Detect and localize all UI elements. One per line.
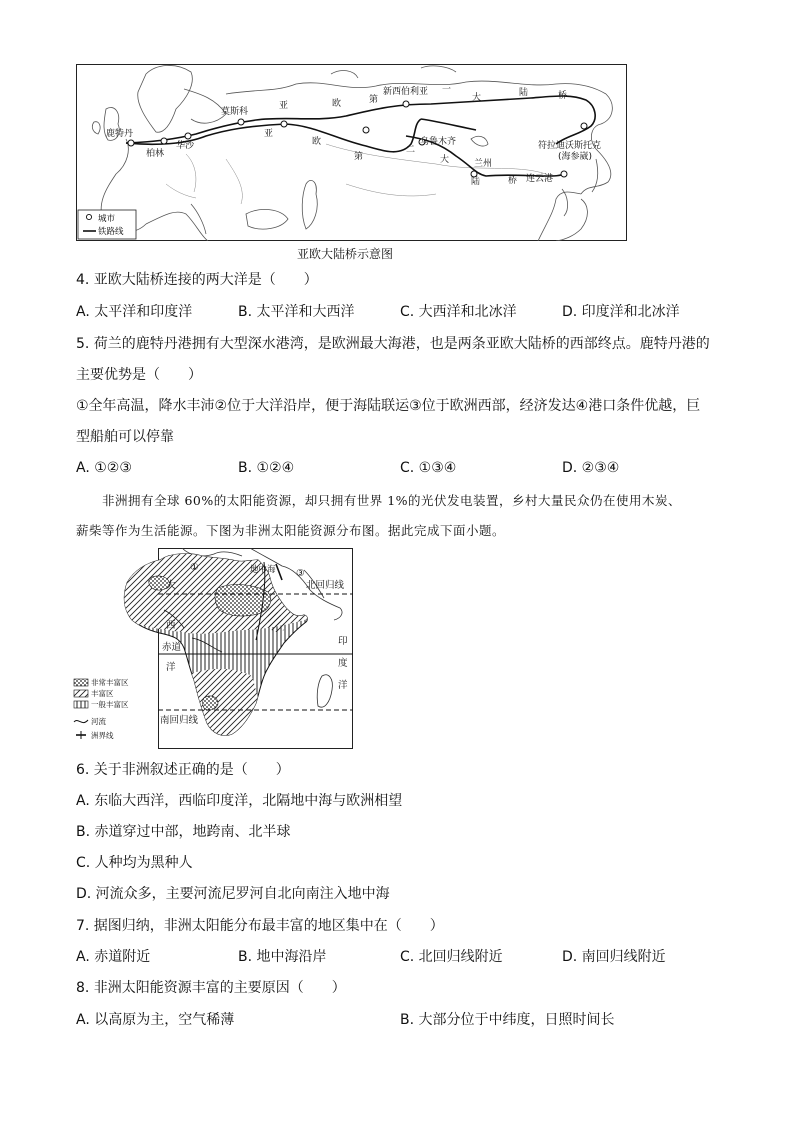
q5-stem-line1: 5. 荷兰的鹿特丹港拥有大型深水港湾，是欧洲最大海港，也是两条亚欧大陆桥的西部终点。鹿特丹港的 [76,336,710,352]
label-rotterdam: 鹿特丹 [106,129,134,139]
city-junction-2 [363,127,369,133]
label-haishenwai: (海参崴) [558,152,593,162]
q4-option-d[interactable]: D. 印度洋和北冰洋 [562,304,680,320]
label-er: 二 [406,145,416,155]
label-circle3: ③ [296,568,305,579]
label-ou2: 欧 [312,137,322,147]
q5-option-b[interactable]: B. ①②④ [238,460,295,476]
q5-items-line1: ①全年高温，降水丰沛②位于大洋沿岸，便于海陆联运③位于欧洲西部，经济发达④港口条件优越，巨 [76,398,701,414]
label-ya1: 亚 [279,101,289,111]
city-lianyungang [561,171,567,177]
legend-general-rich: 一般丰富区 [91,700,129,709]
label-da: 大 [166,580,176,591]
city-junction-1 [281,121,287,127]
map1-caption: 亚欧大陆桥示意图 [297,247,394,261]
city-novosibirsk [403,101,409,107]
q4-option-a[interactable]: A. 太平洋和印度洋 [76,304,193,320]
label-lu2: 陆 [471,177,481,187]
label-equator: 赤道 [162,642,182,653]
q5-items-line2: 型船舶可以停靠 [76,429,174,445]
q6-option-c[interactable]: C. 人种均为黑种人 [76,855,193,871]
city-vladivostok [581,123,587,129]
passage-line2: 薪柴等作为生活能源。下图为非洲太阳能资源分布图。据此完成下面小题。 [76,523,506,538]
label-ya2: 亚 [264,129,274,139]
q5-option-d[interactable]: D. ②③④ [562,460,620,476]
q7-option-a[interactable]: A. 赤道附近 [76,949,151,965]
very-rich-swatch [74,679,88,686]
label-yang-west: 洋 [166,662,176,673]
label-lianyungang: 连云港 [526,174,554,184]
label-da1: 大 [472,93,482,103]
legend-rich: 丰富区 [91,689,114,698]
q6-option-b[interactable]: B. 赤道穿过中部，地跨南、北半球 [76,824,291,840]
city-rotterdam [128,140,134,146]
q4-option-b[interactable]: B. 太平洋和大西洋 [238,304,355,320]
legend-boundary: 洲界线 [91,731,114,740]
q6-stem: 6. 关于非洲叙述正确的是（ ） [76,762,290,778]
q4-option-c[interactable]: C. 大西洋和北冰洋 [400,304,517,320]
map2-legend [74,677,129,740]
label-ou1: 欧 [332,99,342,109]
q8-option-b[interactable]: B. 大部分位于中纬度，日照时间长 [400,1012,615,1028]
eurasia-land-bridge-map [76,64,627,241]
q4-stem: 4. 亚欧大陆桥连接的两大洋是（ ） [76,272,318,288]
q8-stem: 8. 非洲太阳能资源丰富的主要原因（ ） [76,980,346,996]
map1-legend [78,210,136,239]
label-tropic-capricorn: 南回归线 [160,715,199,726]
q6-option-d[interactable]: D. 河流众多，主要河流尼罗河自北向南注入地中海 [76,886,390,902]
general-rich-swatch [74,701,88,708]
q8-option-a[interactable]: A. 以高原为主，空气稀薄 [76,1012,235,1028]
passage-line1: 非洲拥有全球 60%的太阳能资源，却只拥有世界 1%的光伏发电装置，乡村大量民众仍在使用木炭、 [102,493,682,508]
rich-swatch [74,690,88,697]
city-warsaw [185,133,191,139]
city-legend-icon [86,214,91,219]
label-berlin: 柏林 [146,149,165,159]
city-moscow [238,119,244,125]
legend-railway: 铁路线 [98,227,124,237]
label-moscow: 莫斯科 [221,107,249,117]
label-yang-east: 洋 [338,680,348,691]
q7-option-d[interactable]: D. 南回归线附近 [562,949,666,965]
label-lu1: 陆 [519,88,529,98]
label-qiao1: 桥 [558,91,568,101]
label-qiao2: 桥 [508,176,518,186]
q7-option-b[interactable]: B. 地中海沿岸 [238,949,327,965]
label-da2: 大 [440,155,450,165]
city-berlin [161,138,167,144]
label-xi: 西 [166,620,176,631]
label-lanzhou: 兰州 [474,159,493,169]
legend-city: 城市 [98,214,116,224]
label-yin: 印 [338,636,348,647]
label-mediterranean: 地中海 [250,565,276,575]
label-vladivostok: 符拉迪沃斯托克 [538,141,602,151]
label-yi: 一 [442,85,452,95]
label-urumqi: 乌鲁木齐 [420,137,457,147]
label-di1: 第 [369,95,379,105]
q7-option-c[interactable]: C. 北回归线附近 [400,949,503,965]
label-tropic-cancer: 北回归线 [306,580,345,591]
legend-river: 河流 [91,717,106,726]
q5-option-a[interactable]: A. ①②③ [76,460,132,476]
africa-solar-map [72,548,354,750]
label-novosibirsk: 新西伯利亚 [383,87,429,97]
river-legend-icon [74,720,88,723]
q6-option-a[interactable]: A. 东临大西洋，西临印度洋，北隔地中海与欧洲相望 [76,793,403,809]
q5-stem-line2: 主要优势是（ ） [76,367,202,383]
q7-stem: 7. 据图归纳，非洲太阳能分布最丰富的地区集中在（ ） [76,918,444,934]
legend-very-rich: 非常丰富区 [91,678,129,687]
label-warsaw: 华沙 [176,141,195,151]
q5-option-c[interactable]: C. ①③④ [400,460,457,476]
label-circle1: ① [190,562,199,573]
label-di2: 第 [354,152,364,162]
label-du: 度 [338,658,348,669]
